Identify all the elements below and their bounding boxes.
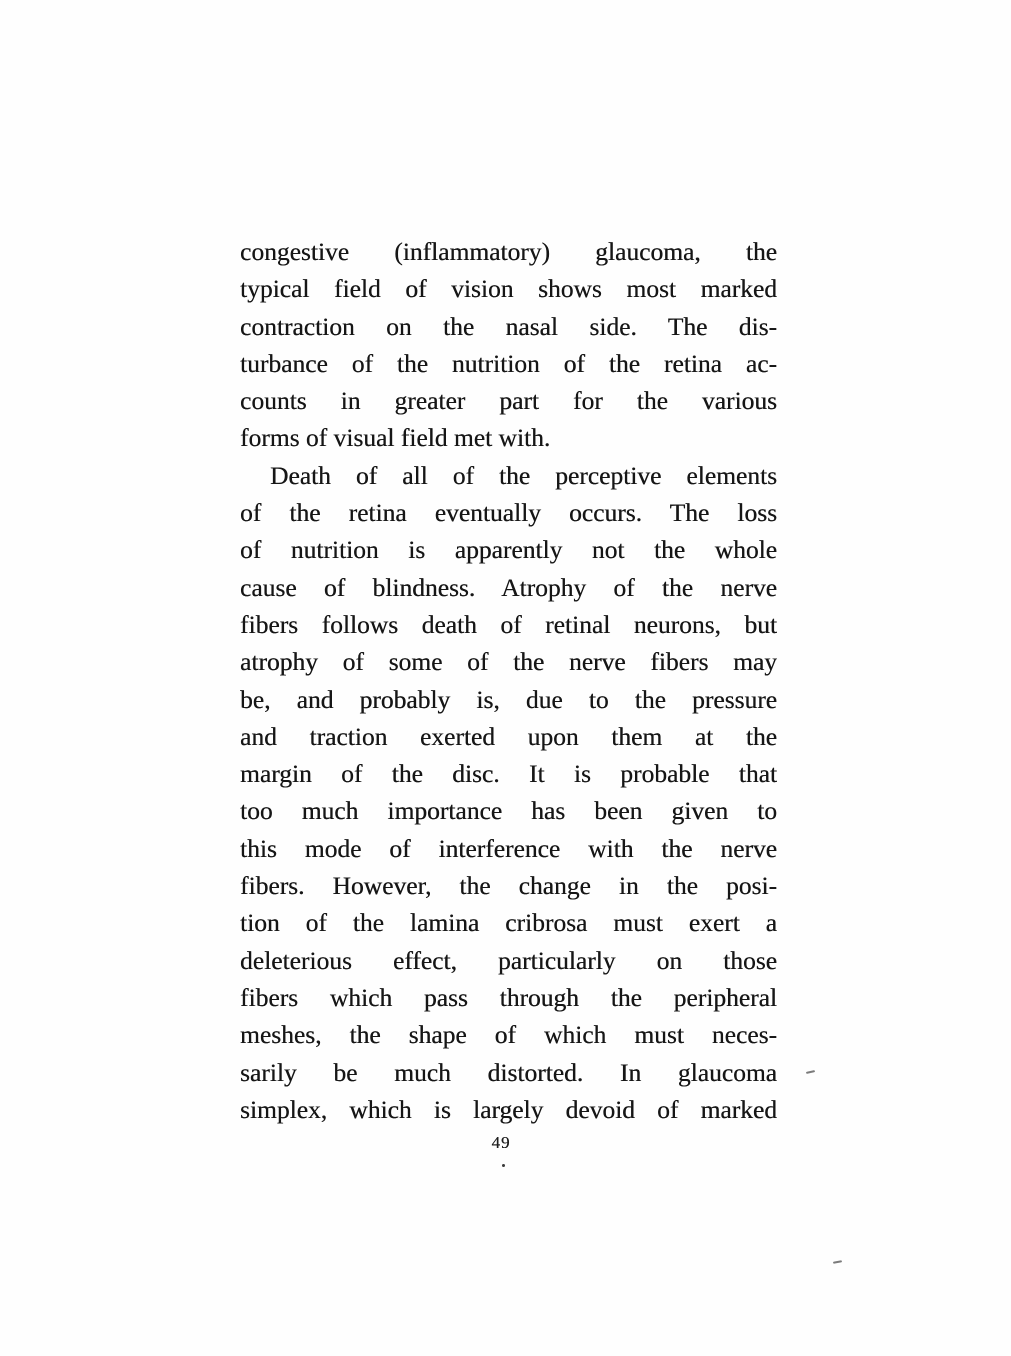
text-line: atrophy of some of the nerve fibers may [240, 647, 777, 677]
text-line: simplex, which is largely devoid of marked [240, 1094, 777, 1124]
scan-artifact [502, 1164, 505, 1167]
paragraph-2 [240, 457, 777, 1128]
text-line: turbance of the nutrition of the retina ac- [240, 348, 777, 378]
text-line: too much importance has been given to [240, 796, 777, 826]
text-line: fibers follows death of retinal neurons, but [240, 609, 777, 639]
text-line: sarily be much distorted. In glaucoma [240, 1057, 777, 1087]
text-line: of the retina eventually occurs. The loss [240, 498, 777, 528]
text-line: Death of all of the perceptive elements [270, 460, 777, 490]
text-line: tion of the lamina cribrosa must exert a [240, 908, 777, 938]
text-line: of nutrition is apparently not the whole [240, 535, 777, 565]
text-line: forms of visual field met with. [240, 423, 551, 453]
paragraph-1 [240, 233, 777, 457]
text-line: be, and probably is, due to the pressure [240, 684, 777, 714]
text-line: meshes, the shape of which must neces- [240, 1020, 777, 1050]
text-line: deleterious effect, particularly on those [240, 945, 777, 975]
text-line: cause of blindness. Atrophy of the nerve [240, 572, 777, 602]
text-line: typical field of vision shows most marked [240, 274, 777, 304]
scan-artifact [806, 1070, 815, 1074]
text-line: congestive (inflammatory) glaucoma, the [240, 237, 777, 266]
text-line: contraction on the nasal side. The dis- [240, 311, 777, 341]
text-line: fibers which pass through the peripheral [240, 982, 777, 1012]
page-number: 49 [491, 1133, 511, 1152]
text-line: this mode of interference with the nerve [240, 833, 777, 863]
text-line: and traction exerted upon them at the [240, 721, 777, 751]
text-line: counts in greater part for the various [240, 386, 777, 416]
text-line: margin of the disc. It is probable that [240, 759, 777, 789]
text-line: fibers. However, the change in the posi- [240, 871, 777, 901]
scan-artifact [833, 1260, 842, 1264]
text-block [240, 233, 777, 1128]
